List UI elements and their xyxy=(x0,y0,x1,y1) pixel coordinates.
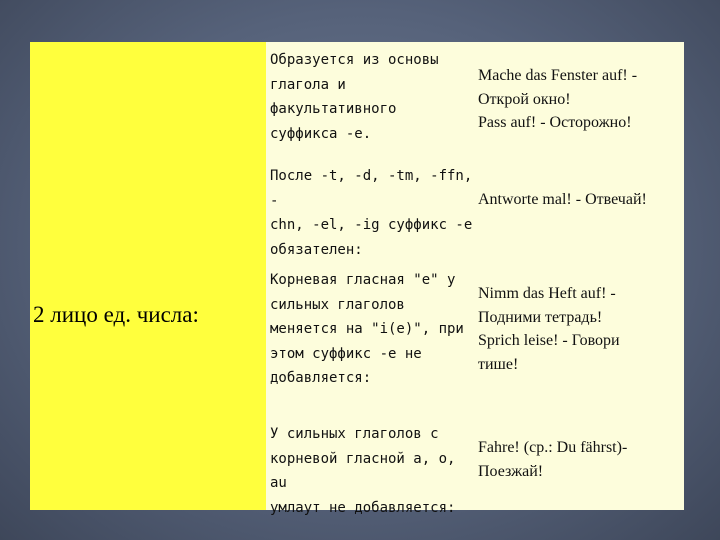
rule-text xyxy=(270,268,476,391)
example-line: Nimm das Heft auf! - xyxy=(478,285,616,302)
rule-line: обязателен: xyxy=(270,241,363,258)
example-line: Подними тетрадь! xyxy=(478,308,603,326)
rule-line: У сильных глаголов с xyxy=(270,426,439,442)
content-area xyxy=(266,42,684,516)
rule-line: этом суффикс -е не xyxy=(270,345,422,362)
example-line: тише! xyxy=(478,355,519,373)
rule-line: факультативного xyxy=(270,101,397,117)
example-text xyxy=(478,188,682,212)
rule-text xyxy=(270,164,476,262)
rule-line: Образуется из основы xyxy=(270,52,439,68)
example-line: Fahre! (ср.: Du fährst)- xyxy=(478,439,628,456)
rule-line: умлаут не добавляется: xyxy=(270,499,456,516)
grammar-table xyxy=(30,42,684,516)
example-line: Antworte mal! - Отвечай! xyxy=(478,191,647,208)
rule-line: После -t, -d, -tm, -ffn, - xyxy=(270,168,473,209)
rule-text xyxy=(270,48,476,146)
example-line: Открой окно! xyxy=(478,90,571,108)
row-label: 2 лицо ед. числа: xyxy=(33,302,199,327)
rule-line: Корневая гласная "e" у xyxy=(270,272,456,288)
rule-line: добавляется: xyxy=(270,370,372,386)
rule-text xyxy=(270,422,476,520)
rule-line: суффикса -е. xyxy=(270,125,372,142)
example-line: Pass auf! - Осторожно! xyxy=(478,114,632,131)
rule-line: глагола и xyxy=(270,76,346,93)
example-line: Sprich leise! - Говори xyxy=(478,332,620,349)
rule-line: chn, -el, -ig суффикс -e xyxy=(270,217,473,233)
example-line: Поезжай! xyxy=(478,462,544,480)
example-line: Mache das Fenster auf! - xyxy=(478,67,638,84)
example-text xyxy=(478,64,682,135)
label-cell xyxy=(30,42,266,510)
rule-line: корневой гласной a, o, au xyxy=(270,450,456,491)
example-text xyxy=(478,436,682,483)
example-text xyxy=(478,282,682,376)
rule-line: меняется на "i(e)", при xyxy=(270,321,464,337)
rule-line: сильных глаголов xyxy=(270,296,405,313)
